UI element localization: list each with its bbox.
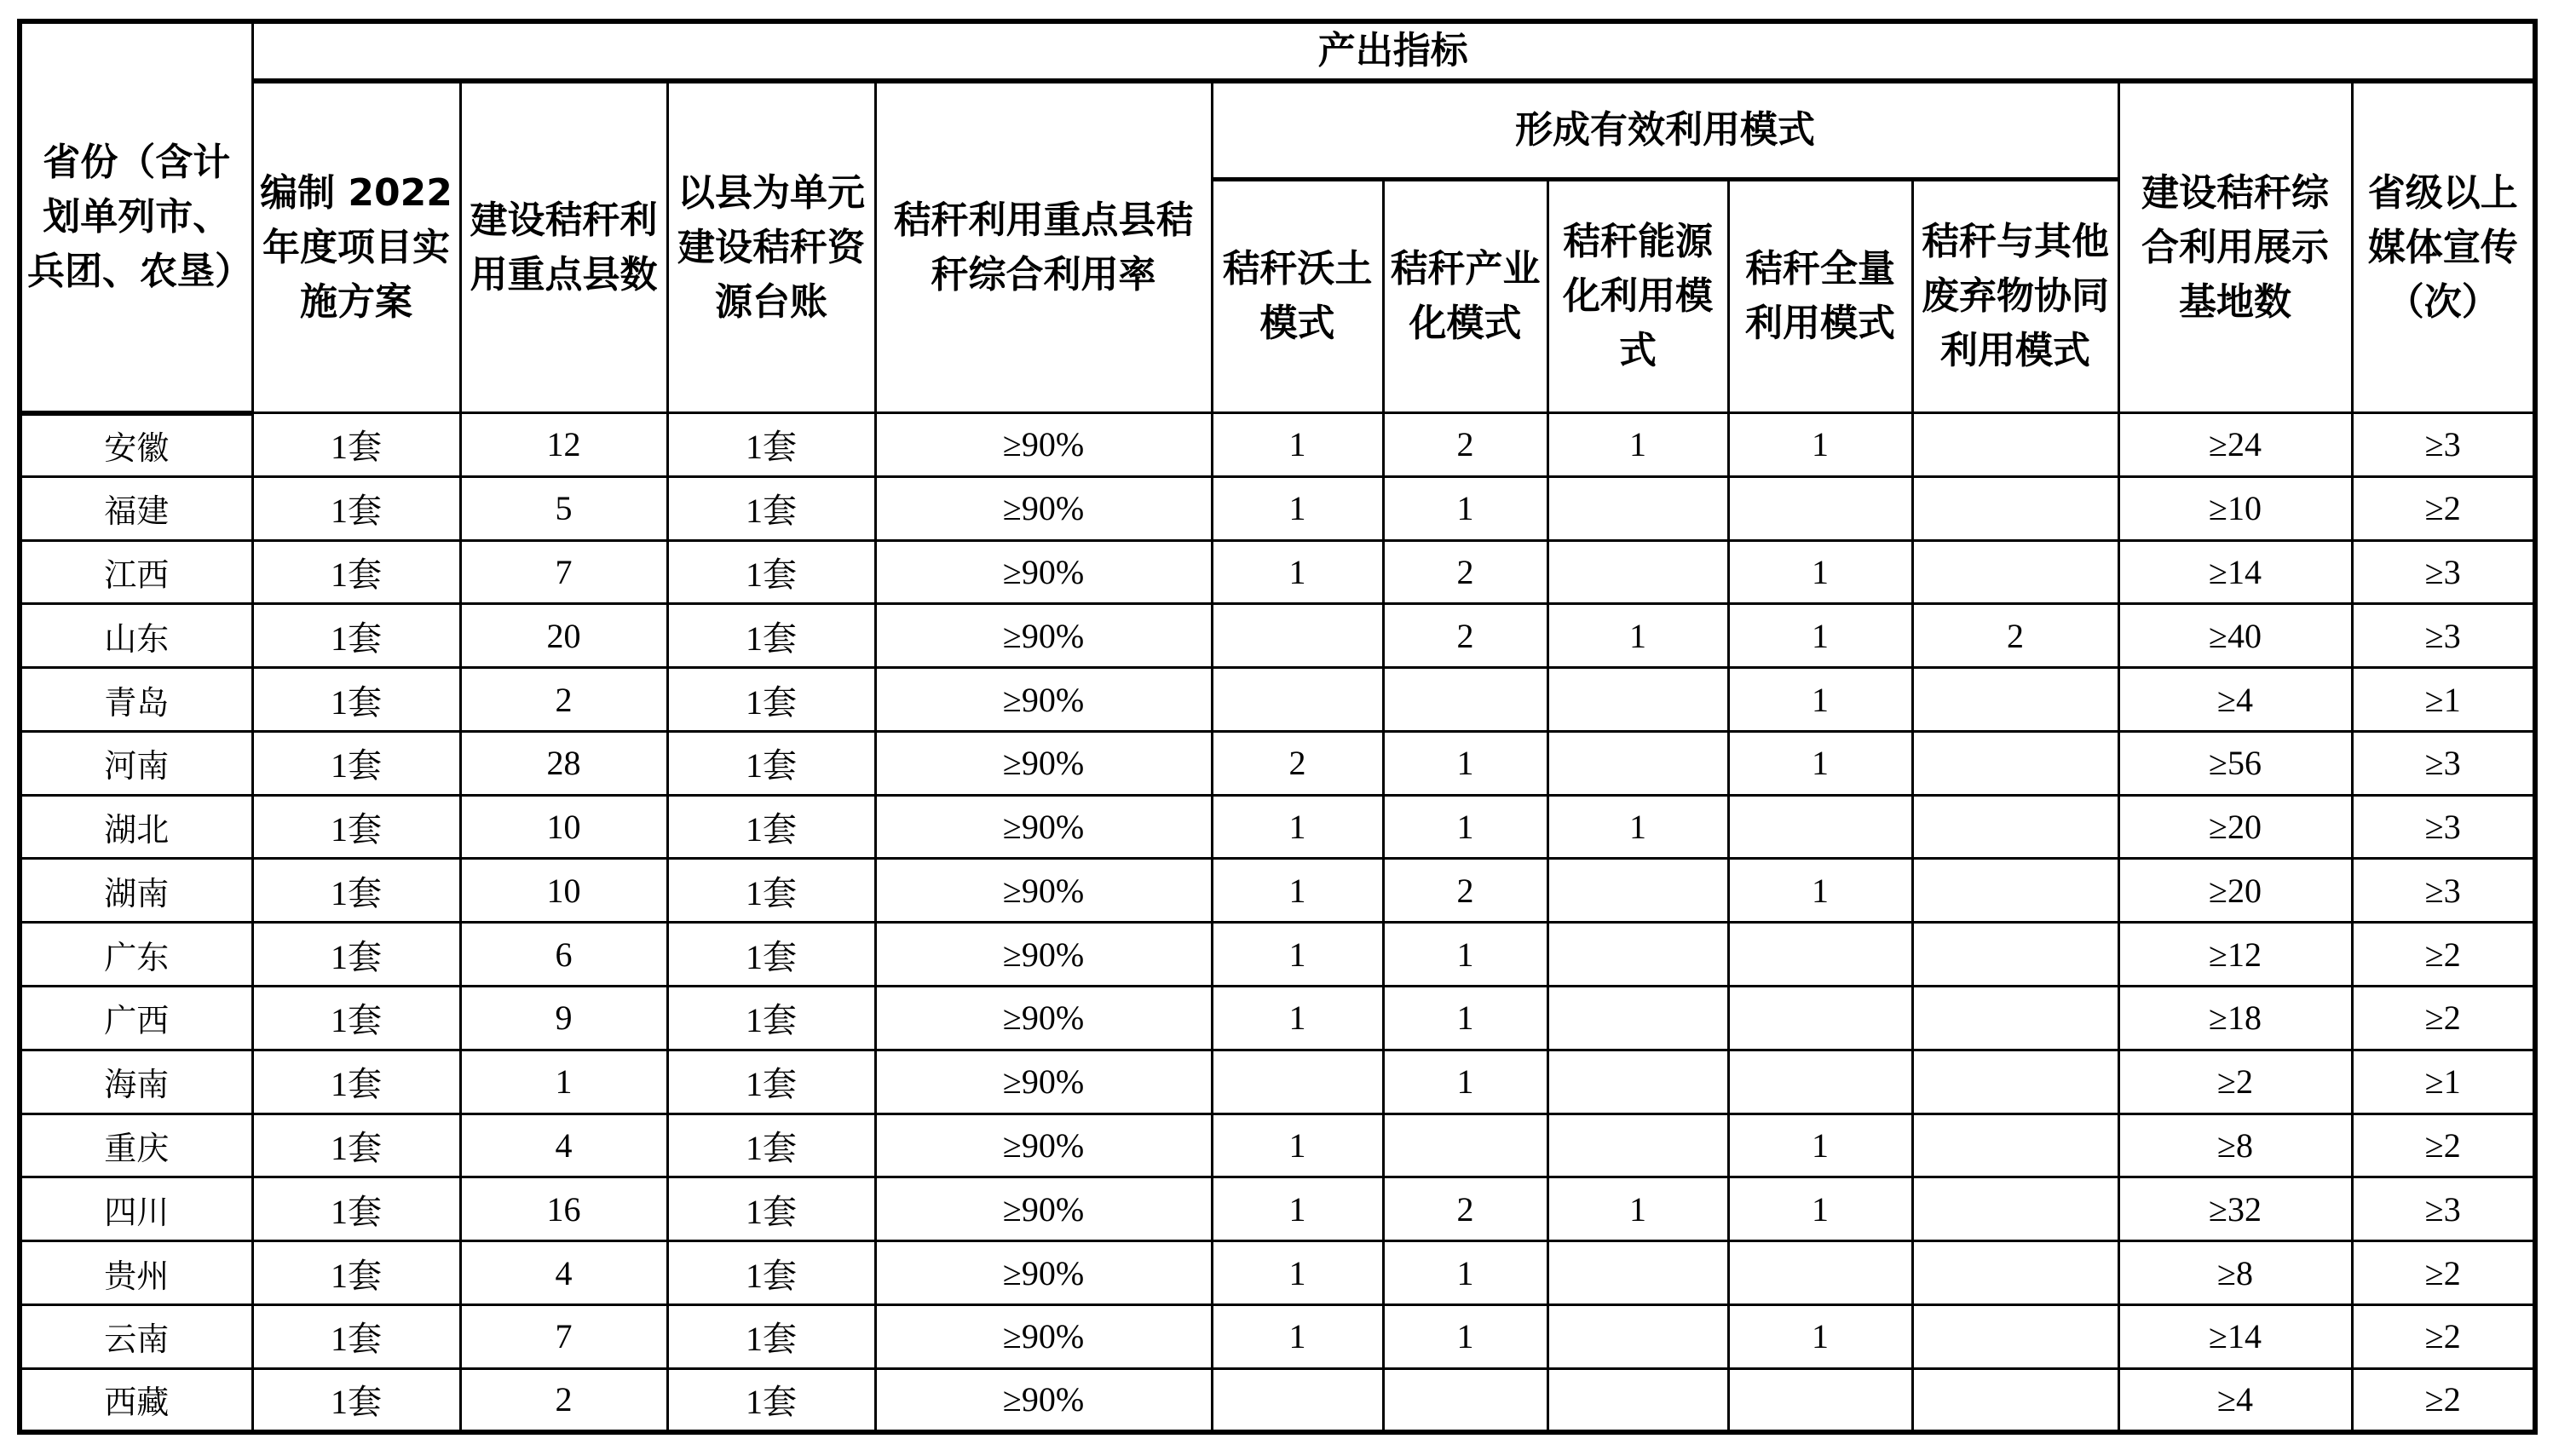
cell-industrial: 2 bbox=[1383, 1177, 1547, 1241]
cell-ledger: 1套 bbox=[667, 1241, 875, 1305]
cell-media: ≥3 bbox=[2352, 859, 2535, 923]
cell-counties: 1 bbox=[460, 1050, 667, 1114]
header-media: 省级以上媒体宣传（次） bbox=[2352, 81, 2535, 413]
cell-plan: 1套 bbox=[252, 413, 460, 477]
cell-counties: 4 bbox=[460, 1241, 667, 1305]
cell-counties: 10 bbox=[460, 859, 667, 923]
cell-ledger: 1套 bbox=[667, 1114, 875, 1177]
cell-full: 1 bbox=[1728, 1177, 1912, 1241]
cell-ledger: 1套 bbox=[667, 1368, 875, 1432]
cell-plan: 1套 bbox=[252, 859, 460, 923]
cell-bases: ≥4 bbox=[2118, 1368, 2352, 1432]
cell-province: 江西 bbox=[20, 540, 252, 604]
cell-bases: ≥24 bbox=[2118, 413, 2352, 477]
table-row bbox=[20, 1177, 2535, 1241]
header-ledger: 以县为单元建设秸秆资源台账 bbox=[667, 81, 875, 413]
cell-plan: 1套 bbox=[252, 1304, 460, 1368]
header-key-counties: 建设秸秆利用重点县数 bbox=[460, 81, 667, 413]
cell-bases: ≥20 bbox=[2118, 859, 2352, 923]
cell-soil: 1 bbox=[1212, 923, 1383, 987]
cell-plan: 1套 bbox=[252, 476, 460, 540]
cell-energy: 1 bbox=[1547, 604, 1728, 668]
cell-cowaste bbox=[1912, 476, 2118, 540]
cell-media: ≥3 bbox=[2352, 540, 2535, 604]
cell-counties: 7 bbox=[460, 540, 667, 604]
cell-ledger: 1套 bbox=[667, 1304, 875, 1368]
cell-cowaste: 2 bbox=[1912, 604, 2118, 668]
cell-energy bbox=[1547, 923, 1728, 987]
cell-counties: 2 bbox=[460, 668, 667, 732]
cell-industrial: 1 bbox=[1383, 1050, 1547, 1114]
cell-media: ≥2 bbox=[2352, 923, 2535, 987]
cell-rate: ≥90% bbox=[875, 668, 1212, 732]
cell-province: 西藏 bbox=[20, 1368, 252, 1432]
cell-full: 1 bbox=[1728, 1114, 1912, 1177]
cell-full bbox=[1728, 987, 1912, 1050]
cell-province: 贵州 bbox=[20, 1241, 252, 1305]
cell-ledger: 1套 bbox=[667, 795, 875, 859]
cell-industrial: 2 bbox=[1383, 859, 1547, 923]
cell-energy bbox=[1547, 731, 1728, 795]
cell-counties: 16 bbox=[460, 1177, 667, 1241]
cell-media: ≥2 bbox=[2352, 1368, 2535, 1432]
cell-energy bbox=[1547, 1368, 1728, 1432]
cell-bases: ≥40 bbox=[2118, 604, 2352, 668]
cell-rate: ≥90% bbox=[875, 1114, 1212, 1177]
cell-cowaste bbox=[1912, 795, 2118, 859]
cell-media: ≥2 bbox=[2352, 476, 2535, 540]
cell-full bbox=[1728, 795, 1912, 859]
cell-soil: 1 bbox=[1212, 413, 1383, 477]
cell-industrial: 2 bbox=[1383, 540, 1547, 604]
cell-industrial: 1 bbox=[1383, 923, 1547, 987]
cell-full: 1 bbox=[1728, 604, 1912, 668]
cell-ledger: 1套 bbox=[667, 731, 875, 795]
cell-plan: 1套 bbox=[252, 795, 460, 859]
cell-rate: ≥90% bbox=[875, 1050, 1212, 1114]
cell-energy bbox=[1547, 1114, 1728, 1177]
cell-counties: 12 bbox=[460, 413, 667, 477]
cell-counties: 20 bbox=[460, 604, 667, 668]
cell-ledger: 1套 bbox=[667, 923, 875, 987]
cell-bases: ≥14 bbox=[2118, 1304, 2352, 1368]
cell-counties: 7 bbox=[460, 1304, 667, 1368]
cell-energy bbox=[1547, 476, 1728, 540]
cell-soil: 1 bbox=[1212, 1114, 1383, 1177]
cell-bases: ≥14 bbox=[2118, 540, 2352, 604]
cell-plan: 1套 bbox=[252, 731, 460, 795]
cell-plan: 1套 bbox=[252, 1114, 460, 1177]
header-demo-bases: 建设秸秆综合利用展示基地数 bbox=[2118, 81, 2352, 413]
cell-industrial: 1 bbox=[1383, 1241, 1547, 1305]
table-body bbox=[20, 413, 2535, 1433]
cell-counties: 10 bbox=[460, 795, 667, 859]
cell-full: 1 bbox=[1728, 859, 1912, 923]
cell-energy bbox=[1547, 540, 1728, 604]
header-mode-full: 秸秆全量利用模式 bbox=[1728, 180, 1912, 413]
cell-ledger: 1套 bbox=[667, 668, 875, 732]
cell-bases: ≥18 bbox=[2118, 987, 2352, 1050]
table-row bbox=[20, 668, 2535, 732]
cell-soil bbox=[1212, 1368, 1383, 1432]
cell-rate: ≥90% bbox=[875, 604, 1212, 668]
cell-energy: 1 bbox=[1547, 795, 1728, 859]
cell-province: 重庆 bbox=[20, 1114, 252, 1177]
cell-province: 广东 bbox=[20, 923, 252, 987]
cell-industrial: 1 bbox=[1383, 731, 1547, 795]
cell-industrial: 2 bbox=[1383, 413, 1547, 477]
cell-counties: 6 bbox=[460, 923, 667, 987]
cell-province: 安徽 bbox=[20, 413, 252, 477]
cell-rate: ≥90% bbox=[875, 731, 1212, 795]
cell-bases: ≥56 bbox=[2118, 731, 2352, 795]
cell-full bbox=[1728, 476, 1912, 540]
cell-cowaste bbox=[1912, 540, 2118, 604]
cell-soil: 1 bbox=[1212, 476, 1383, 540]
cell-bases: ≥4 bbox=[2118, 668, 2352, 732]
cell-cowaste bbox=[1912, 668, 2118, 732]
cell-media: ≥2 bbox=[2352, 987, 2535, 1050]
header-mode-cowaste: 秸秆与其他废弃物协同利用模式 bbox=[1912, 180, 2118, 413]
cell-bases: ≥20 bbox=[2118, 795, 2352, 859]
cell-energy bbox=[1547, 1050, 1728, 1114]
cell-soil bbox=[1212, 668, 1383, 732]
cell-ledger: 1套 bbox=[667, 987, 875, 1050]
cell-soil bbox=[1212, 604, 1383, 668]
cell-ledger: 1套 bbox=[667, 413, 875, 477]
table-row bbox=[20, 859, 2535, 923]
cell-industrial bbox=[1383, 1114, 1547, 1177]
cell-media: ≥3 bbox=[2352, 795, 2535, 859]
cell-media: ≥2 bbox=[2352, 1114, 2535, 1177]
cell-counties: 5 bbox=[460, 476, 667, 540]
cell-province: 广西 bbox=[20, 987, 252, 1050]
cell-energy bbox=[1547, 668, 1728, 732]
table-row bbox=[20, 923, 2535, 987]
cell-cowaste bbox=[1912, 731, 2118, 795]
cell-full bbox=[1728, 923, 1912, 987]
header-province: 省份（含计划单列市、兵团、农垦） bbox=[20, 21, 252, 413]
cell-rate: ≥90% bbox=[875, 540, 1212, 604]
cell-soil: 1 bbox=[1212, 987, 1383, 1050]
cell-ledger: 1套 bbox=[667, 1050, 875, 1114]
header-effective-modes: 形成有效利用模式 bbox=[1212, 81, 2118, 180]
header-output-indicators: 产出指标 bbox=[252, 21, 2535, 81]
cell-cowaste bbox=[1912, 1177, 2118, 1241]
cell-cowaste bbox=[1912, 413, 2118, 477]
cell-industrial: 2 bbox=[1383, 604, 1547, 668]
table-row bbox=[20, 731, 2535, 795]
cell-ledger: 1套 bbox=[667, 604, 875, 668]
cell-cowaste bbox=[1912, 987, 2118, 1050]
cell-counties: 4 bbox=[460, 1114, 667, 1177]
cell-plan: 1套 bbox=[252, 1050, 460, 1114]
cell-soil: 1 bbox=[1212, 1177, 1383, 1241]
cell-province: 青岛 bbox=[20, 668, 252, 732]
cell-soil: 1 bbox=[1212, 540, 1383, 604]
cell-bases: ≥2 bbox=[2118, 1050, 2352, 1114]
cell-industrial bbox=[1383, 668, 1547, 732]
cell-counties: 9 bbox=[460, 987, 667, 1050]
cell-industrial: 1 bbox=[1383, 1304, 1547, 1368]
cell-industrial bbox=[1383, 1368, 1547, 1432]
table-row bbox=[20, 476, 2535, 540]
table-row bbox=[20, 1304, 2535, 1368]
cell-soil bbox=[1212, 1050, 1383, 1114]
cell-plan: 1套 bbox=[252, 923, 460, 987]
cell-media: ≥2 bbox=[2352, 1241, 2535, 1305]
cell-ledger: 1套 bbox=[667, 476, 875, 540]
cell-full: 1 bbox=[1728, 540, 1912, 604]
cell-energy: 1 bbox=[1547, 1177, 1728, 1241]
cell-energy bbox=[1547, 1304, 1728, 1368]
cell-rate: ≥90% bbox=[875, 1368, 1212, 1432]
table-row bbox=[20, 413, 2535, 477]
table-row bbox=[20, 987, 2535, 1050]
header-mode-energy: 秸秆能源化利用模式 bbox=[1547, 180, 1728, 413]
cell-cowaste bbox=[1912, 859, 2118, 923]
cell-plan: 1套 bbox=[252, 540, 460, 604]
cell-rate: ≥90% bbox=[875, 476, 1212, 540]
cell-industrial: 1 bbox=[1383, 476, 1547, 540]
cell-full bbox=[1728, 1050, 1912, 1114]
cell-rate: ≥90% bbox=[875, 923, 1212, 987]
table-row bbox=[20, 1241, 2535, 1305]
cell-cowaste bbox=[1912, 1114, 2118, 1177]
cell-soil: 1 bbox=[1212, 1304, 1383, 1368]
cell-province: 湖北 bbox=[20, 795, 252, 859]
cell-soil: 1 bbox=[1212, 1241, 1383, 1305]
cell-media: ≥3 bbox=[2352, 413, 2535, 477]
output-indicators-table bbox=[17, 19, 2538, 1435]
cell-ledger: 1套 bbox=[667, 859, 875, 923]
cell-media: ≥3 bbox=[2352, 1177, 2535, 1241]
cell-industrial: 1 bbox=[1383, 987, 1547, 1050]
cell-counties: 2 bbox=[460, 1368, 667, 1432]
cell-media: ≥3 bbox=[2352, 731, 2535, 795]
cell-province: 河南 bbox=[20, 731, 252, 795]
cell-soil: 1 bbox=[1212, 795, 1383, 859]
header-plan-2022: 编制 2022 年度项目实施方案 bbox=[252, 81, 460, 413]
cell-full: 1 bbox=[1728, 668, 1912, 732]
cell-energy bbox=[1547, 1241, 1728, 1305]
cell-bases: ≥32 bbox=[2118, 1177, 2352, 1241]
cell-full: 1 bbox=[1728, 731, 1912, 795]
cell-bases: ≥8 bbox=[2118, 1241, 2352, 1305]
cell-media: ≥2 bbox=[2352, 1304, 2535, 1368]
cell-rate: ≥90% bbox=[875, 859, 1212, 923]
cell-media: ≥1 bbox=[2352, 668, 2535, 732]
cell-cowaste bbox=[1912, 1050, 2118, 1114]
table-row bbox=[20, 1114, 2535, 1177]
cell-bases: ≥8 bbox=[2118, 1114, 2352, 1177]
cell-rate: ≥90% bbox=[875, 1177, 1212, 1241]
cell-media: ≥1 bbox=[2352, 1050, 2535, 1114]
header-mode-industrial: 秸秆产业化模式 bbox=[1383, 180, 1547, 413]
table-row bbox=[20, 604, 2535, 668]
table-row bbox=[20, 540, 2535, 604]
cell-rate: ≥90% bbox=[875, 1304, 1212, 1368]
cell-rate: ≥90% bbox=[875, 1241, 1212, 1305]
cell-plan: 1套 bbox=[252, 604, 460, 668]
cell-full bbox=[1728, 1241, 1912, 1305]
cell-cowaste bbox=[1912, 1368, 2118, 1432]
cell-province: 四川 bbox=[20, 1177, 252, 1241]
header-mode-soil: 秸秆沃土模式 bbox=[1212, 180, 1383, 413]
cell-province: 湖南 bbox=[20, 859, 252, 923]
cell-plan: 1套 bbox=[252, 1177, 460, 1241]
cell-media: ≥3 bbox=[2352, 604, 2535, 668]
cell-counties: 28 bbox=[460, 731, 667, 795]
cell-province: 山东 bbox=[20, 604, 252, 668]
cell-cowaste bbox=[1912, 1304, 2118, 1368]
table-row bbox=[20, 1368, 2535, 1432]
cell-full: 1 bbox=[1728, 413, 1912, 477]
cell-cowaste bbox=[1912, 1241, 2118, 1305]
cell-plan: 1套 bbox=[252, 1368, 460, 1432]
cell-plan: 1套 bbox=[252, 987, 460, 1050]
cell-rate: ≥90% bbox=[875, 413, 1212, 477]
cell-province: 海南 bbox=[20, 1050, 252, 1114]
cell-ledger: 1套 bbox=[667, 1177, 875, 1241]
cell-ledger: 1套 bbox=[667, 540, 875, 604]
table-row bbox=[20, 1050, 2535, 1114]
cell-bases: ≥10 bbox=[2118, 476, 2352, 540]
cell-province: 云南 bbox=[20, 1304, 252, 1368]
cell-full: 1 bbox=[1728, 1304, 1912, 1368]
cell-full bbox=[1728, 1368, 1912, 1432]
cell-energy bbox=[1547, 987, 1728, 1050]
cell-bases: ≥12 bbox=[2118, 923, 2352, 987]
cell-energy bbox=[1547, 859, 1728, 923]
header-utilization-rate: 秸秆利用重点县秸秆综合利用率 bbox=[875, 81, 1212, 413]
table-row bbox=[20, 795, 2535, 859]
cell-industrial: 1 bbox=[1383, 795, 1547, 859]
cell-rate: ≥90% bbox=[875, 795, 1212, 859]
cell-cowaste bbox=[1912, 923, 2118, 987]
cell-soil: 1 bbox=[1212, 859, 1383, 923]
cell-soil: 2 bbox=[1212, 731, 1383, 795]
cell-energy: 1 bbox=[1547, 413, 1728, 477]
cell-province: 福建 bbox=[20, 476, 252, 540]
cell-plan: 1套 bbox=[252, 1241, 460, 1305]
cell-rate: ≥90% bbox=[875, 987, 1212, 1050]
cell-plan: 1套 bbox=[252, 668, 460, 732]
